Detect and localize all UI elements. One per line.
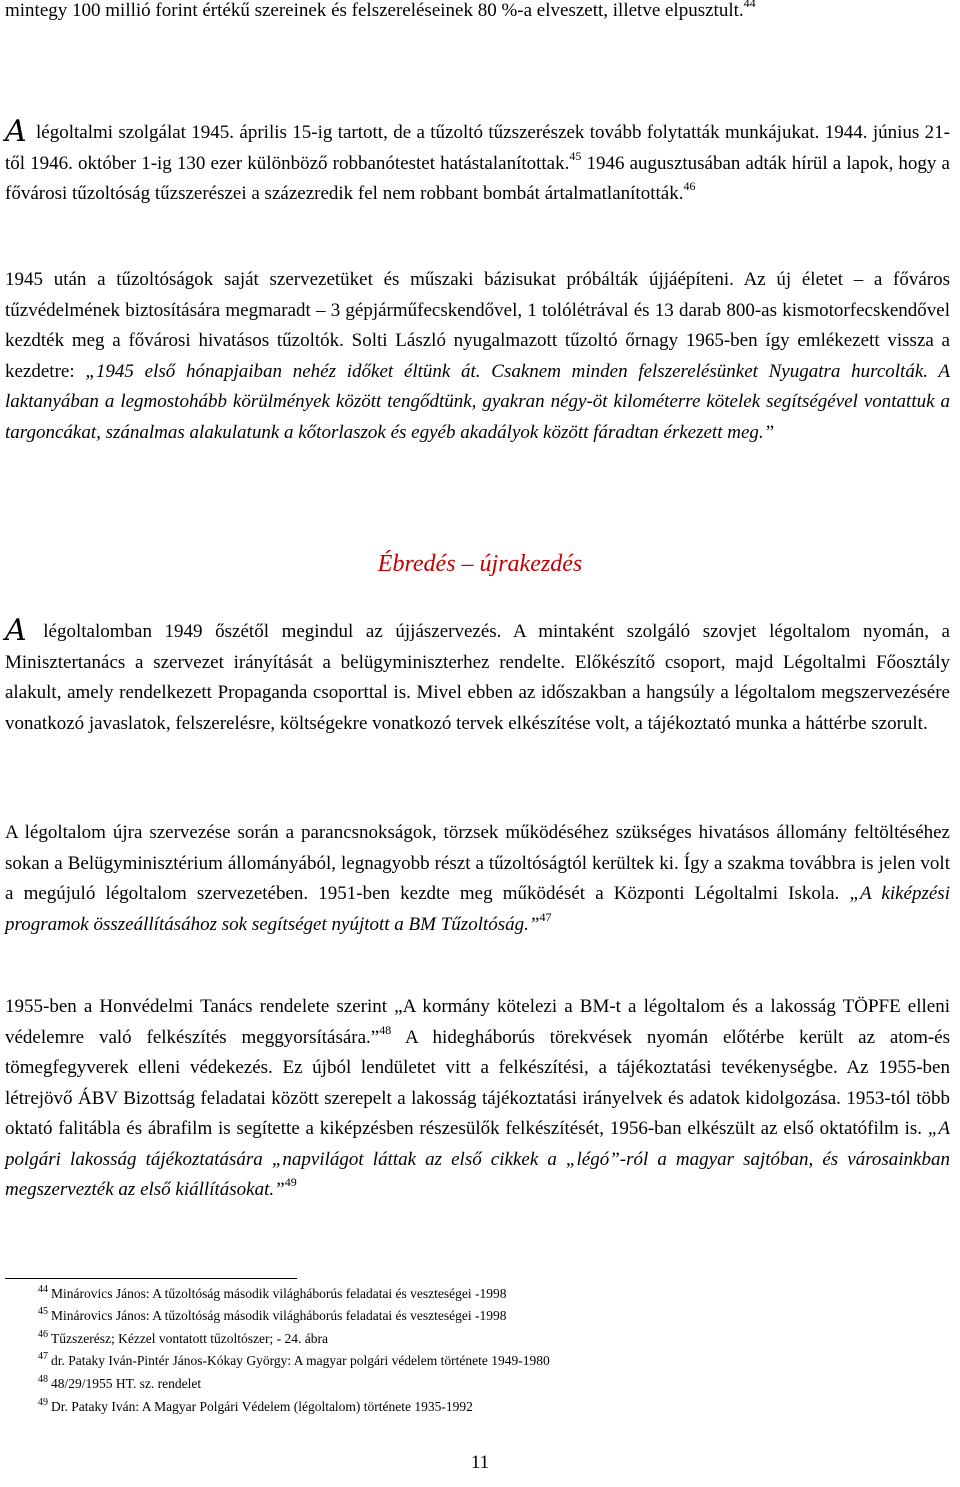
page-number: 11 <box>470 1452 490 1473</box>
paragraph-1949: A légoltalomban 1949 őszétől megindul az újjászervezés. A mintaként szolgáló szovjet légoltalom nyomán, a Minisztertanács a szervezet irányítását a belügyminiszterhez rendelte. Előkészítő csoport, majd Légoltalmi Főosztály alakult, amely rendelkezett Propaganda csoporttal is. Mivel ebben az időszakban a hangsúly a légoltalom megszervezésére vonatkozó javaslatok, felszerelésre, költségekre vonatkozó tervek elkészítése volt, a tájékoztató munka a háttérbe szorult. <box>5 613 950 734</box>
footnote-separator <box>5 1278 297 1279</box>
footnote-46: $^{46}$ Tűzszerész; Kézzel vontatott tűzoltószer; - 24. ábra <box>38 1329 329 1346</box>
footnote-ref-48: 48 <box>379 1022 392 1037</box>
paragraph-1945-utan: 1945 után a tűzoltóságok saját szervezetüket és műszaki bázisukat próbálták újjáépíteni. Az új életet – a főváros tűzvédelmének biztosítására megmaradt – 3 gépjárműfecskendővel, 1 tolólétrával és 13 darab 800-as kismotorfecskendővel kezdték meg a fővárosi hivatásos tűzoltók. Solti László nyugalmazott tűzoltó őrnagy 1965-ben így emlékezett vissza a kezdetre: „1945 első hónapjaiban nehéz időket éltünk át. Csaknem minden felszerelésünket Nyugatra hurcolták. A laktanyában a legmostohább körülmények között tengődtünk, gyakran négy-öt kilométerre kötelek segítségével vontattuk a targoncákat, szánalmas alakulatunk a kőtorlaszok és egyéb akadályok között fáradtan érkezett meg.” <box>5 269 950 443</box>
footnote-47: $^{47}$ dr. Pataky Iván-Pintér János-Kókay György: A magyar polgári védelem története 1949-1980 <box>38 1351 550 1368</box>
footnote-ref-44: 44 <box>743 0 756 10</box>
footnote-ref-47: 47 <box>539 909 552 924</box>
footnote-48: $^{48}$ 48/29/1955 HT. sz. rendelet <box>38 1374 202 1391</box>
footnote-45: $^{45}$ Minárovics János: A tűzoltóság második világháborús feladatai és veszteségei -1998 <box>38 1306 507 1323</box>
paragraph-ujraszervezes: A légoltalom újra szervezése során a parancsnokságok, törzsek működéséhez szükséges hivatásos állomány feltöltéséhez sokan a Belügyminisztérium állományából, legnagyobb részt a tűzoltóságtól kerültek ki. Így a szakma továbbra is jelen volt a megújuló légoltalom szervezetében. 1951-ben kezdte meg működését a Központi Légoltalmi Iskola. „A kiképzési programok összeállításához sok segítséget nyújtott a BM Tűzoltóság.”$^{47}$ <box>5 822 950 935</box>
quote-kikepzesi: „A kiképzési programok összeállításához sok segítséget nyújtott a BM Tűzoltóság.” <box>5 883 950 935</box>
paragraph-1955: 1955-ben a Honvédelmi Tanács rendelete szerint „A kormány kötelezi a BM-t a légoltalom és a lakosság TÖPFE elleni védelemre való felkészítés meggyorsítására.”$^{48}$ A hidegháborús törekvések nyomán előtérbe került az atom-és tömegfegyverek elleni védekezés. Ez újból lendületet vitt a felkészítési, a tájékoztatási tevékenységbe. Az 1955-ben létrejövő ÁBV Bizottság feladatai között szerepelt a lakosság tájékoztatási irányelvek és adatok kidolgozása. 1953-tól több oktató falitábla és ábrafilm is segítette a kiképzésben részesülők felkészítését, 1956-ban elkészült az első oktatófilm is. „A polgári lakosság tájékoztatására „napvilágot láttak az első cikkek a „légó”-ról a magyar sajtóban, és városainkban megszervezték az első kiállításokat.”$^{49}$ <box>5 996 951 1200</box>
footnote-44: $^{44}$ Minárovics János: A tűzoltóság második világháborús feladatai és veszteségei -1998 <box>38 1284 507 1301</box>
section-heading: Ébredés – újrakezdés <box>377 551 583 577</box>
quote-solti: „1945 első hónapjaiban nehéz időket éltünk át. Csaknem minden felszerelésünket Nyugatra hurcolták. A laktanyában a legmostohább körülmények között tengődtünk, gyakran négy-öt kilométerre kötelek segítségével vontattuk a targoncákat, szánalmas alakulatunk a kőtorlaszok és egyéb akadályok között fáradtan érkezett meg.” <box>5 360 950 443</box>
quote-polgari: „A polgári lakosság tájékoztatására „napvilágot láttak az első cikkek a „légó”-ról a magyar sajtóban, és városainkban megszervezték az első kiállításokat.” <box>5 1118 950 1200</box>
footnote-ref-45: 45 <box>569 148 582 163</box>
drop-cap: A <box>5 613 27 648</box>
paragraph-intro: mintegy 100 millió forint értékű szereinek és felszereléseinek 80 %-a elveszett, illetve elpusztult.$^{44}$ <box>5 0 950 27</box>
footnote-ref-49: 49 <box>284 1175 297 1189</box>
footnote-ref-46: 46 <box>683 179 696 193</box>
drop-cap: A <box>5 114 27 149</box>
footnote-49: $^{49}$ Dr. Pataky Iván: A Magyar Polgári Védelem (légoltalom) története 1935-1992 <box>38 1397 473 1414</box>
paragraph-legoltalmi: A légoltalmi szolgálat 1945. április 15-ig tartott, de a tűzoltó tűzszerészek tovább folytatták munkájukat. 1944. június 21-től 1946. október 1-ig 130 ezer különböző robbanótestet hatástalanítottak.$^{45}$ 1946 augusztusában adták hírül a lapok, hogy a fővárosi tűzoltóság tűzszerészei a százezredik fel nem robbant bombát ártalmatlanították.$^{46}$ <box>5 114 950 204</box>
